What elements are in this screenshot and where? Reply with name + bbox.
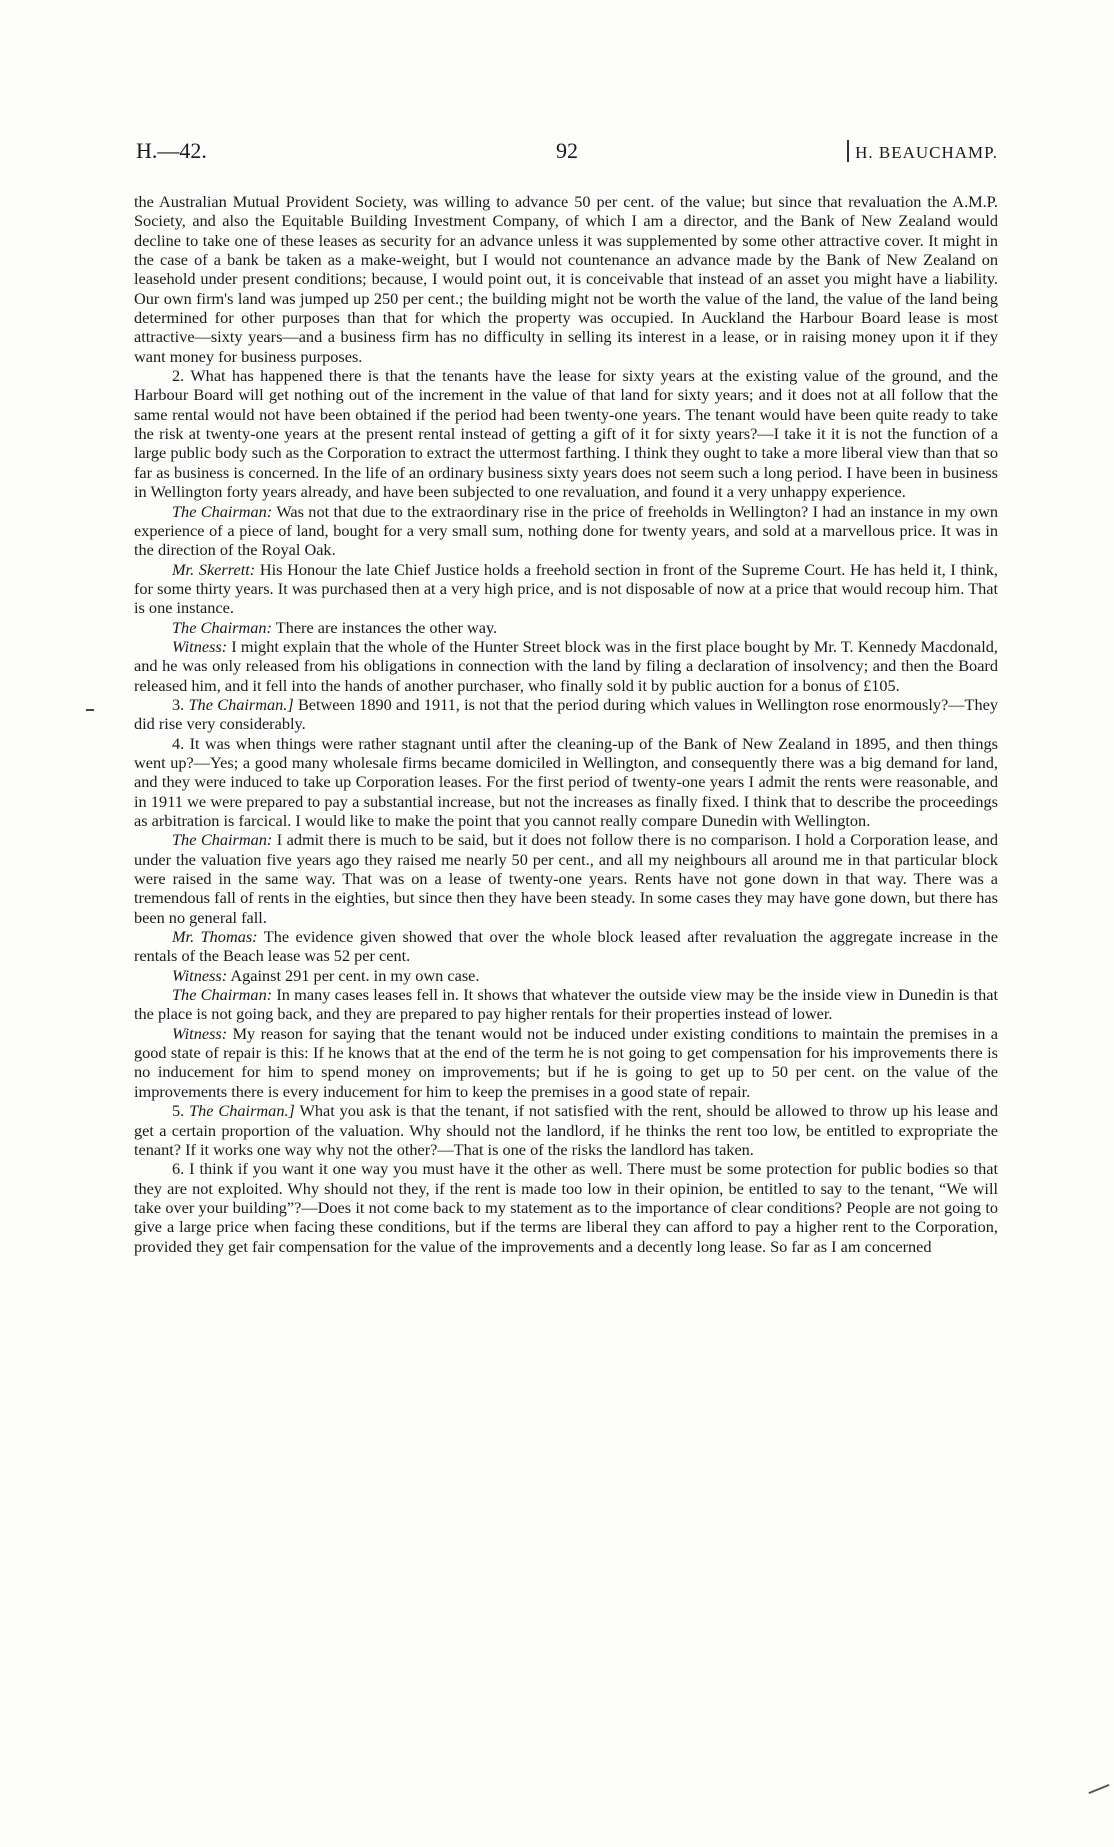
speaker: The Chairman:: [172, 501, 273, 521]
paragraph: [134, 637, 998, 695]
paragraph-text: Against 291 per cent. in my own case.: [227, 965, 480, 985]
speaker: Witness:: [172, 965, 228, 985]
speaker: Witness:: [172, 1023, 228, 1043]
paragraph: [134, 1024, 998, 1101]
paragraph: [134, 502, 998, 560]
paragraph: [134, 985, 998, 1024]
paragraph-text: 2. What has happened there is that the tenants have the lease for sixty years at the existing value of the ground, and the Harbour Board will get nothing out of the increment in the value of that land for sixty years; and it does not at all follow that the same rental would not have been obtained if the period had been twenty-one years. The tenant would have been quite ready to take the risk at twenty-one years at the present rental instead of getting a gift of it for sixty years?—I take it it is not the function of a large public body such as the Corporation to extract the uttermost farthing. I think they ought to take a more liberal view than that so far as business is concerned. In the life of an ordinary business sixty years does not seem such a long period. I have been in business in Wellington forty years already, and have been subjected to one revaluation, and found it a very unhappy experience.: [134, 366, 998, 502]
speaker: Mr. Skerrett:: [172, 559, 256, 579]
speaker: The Chairman:: [172, 985, 273, 1005]
paragraph-text: I might explain that the whole of the Hunter Street block was in the first place bought by Mr. T. Kennedy Macdonald, and he was only released from his obligations in connection with the land by filing a declaration of insolvency; and then the Board released him, and it fell into the hands of another purchaser, who finally sold it by public auction for a bonus of £105.: [134, 636, 998, 695]
speaker: The Chairman.]: [188, 694, 294, 714]
speaker: The Chairman.]: [189, 1101, 295, 1121]
question-number: 5.: [172, 1101, 190, 1121]
paragraph: [134, 560, 998, 618]
paragraph-text: His Honour the late Chief Justice holds a freehold section in front of the Supreme Court. He has held it, I think, for some thirty years. It was purchased then at a very high price, and is not disposable of now at a price that would recoup him. That is one instance.: [134, 559, 998, 618]
speaker: The Chairman:: [172, 617, 272, 637]
question-number: 3.: [172, 694, 189, 714]
paragraph: [134, 695, 998, 734]
paragraph-text: What you ask is that the tenant, if not satisfied with the rent, should be allowed to throw up his lease and get a certain proportion of the valuation. Why should not the landlord, if he thinks the rent too low, be entitled to expropriate the tenant? If it works one way why not the other?—That is one of the risks the landlord has taken.: [134, 1101, 999, 1159]
witness-name-text: H. BEAUCHAMP.: [855, 143, 998, 162]
paragraph-text: the Australian Mutual Provident Society, was willing to advance 50 per cent. of the value; but since that revaluation the A.M.P. Society, and also the Equitable Building Investment Company, of which I am a director, and the Bank of New Zealand would decline to take one of these leases as security for an advance unless it was supplemented by some other attractive cover. It might in the case of a bank be taken as a make-weight, but I would not countenance an advance made by the Bank of New Zealand on leasehold under present conditions; because, I would point out, it is conceivable that instead of an asset you might have a liability. Our own firm's land was jumped up 250 per cent.; the building might not be worth the value of the land, the value of the land being determined for other purposes than that for which the property was occupied. In Auckland the Harbour Board lease is most attractive—sixty years—and a business firm has no difficulty in selling its interest in a lease, or in raising money upon it if they want money for business purposes.: [134, 192, 998, 366]
paragraph-text: 4. It was when things were rather stagnant until after the cleaning-up of the Bank of New Zealand in 1895, and then things went up?—Yes; a good many wholesale firms became domiciled in Wellington, and consequently there was a big demand for land, and they were induced to take up Corporation leases. For the first period of twenty-one years I admit the rents were reasonable, and in 1911 we were prepared to pay a substantial increase, but not the increases as finally fixed. I think that to describe the proceedings as arbitration is farcical. I would like to make the point that you cannot really compare Dunedin with Wellington.: [134, 733, 998, 830]
paragraph: [134, 618, 998, 637]
paragraph-text: Was not that due to the extraordinary rise in the price of freeholds in Wellington? I had an instance in my own experience of a piece of land, bought for a very small sum, nothing done for twenty years, and sold at a marvellous price. It was in the direction of the Royal Oak.: [134, 501, 998, 560]
paragraph: [134, 192, 998, 366]
paragraph-text: The evidence given showed that over the whole block leased after revaluation the aggregate increase in the rentals of the Beach lease was 52 per cent.: [134, 927, 998, 966]
margin-slash-mark: [1088, 1784, 1109, 1794]
paragraph: [134, 734, 998, 831]
witness-name: [847, 140, 998, 163]
paragraph: [134, 1159, 998, 1256]
page-header: [136, 138, 998, 172]
paragraph: [134, 966, 998, 985]
speaker: The Chairman:: [172, 830, 273, 850]
speaker: Mr. Thomas:: [172, 927, 258, 947]
paragraph-text: My reason for saying that the tenant would not be induced under existing conditions to maintain the premises in a good state of repair is this: If he knows that at the end of the term he is not going to get compensation for his improvements there is no inducement for him to spend money on improvements; but if he is going to get up to 50 per cent. on the value of the improvements there is every inducement for him to keep the premises in a good state of repair.: [134, 1023, 998, 1101]
paragraph-text: 6. I think if you want it one way you must have it the other as well. There must be some protection for public bodies so that they are not exploited. Why should not they, if the rent is made too low in their opinion, be entitled to say to the tenant, “We will take over your building”?—Does it not come back to my statement as to the importance of clear conditions? People are not going to give a large price when facing these conditions, but if the terms are liberal they can afford to pay a higher rent to the Corporation, provided they get fair compensation for the value of the improvements and a decently long lease. So far as I am concerned: [134, 1159, 998, 1256]
margin-dash-mark: [86, 709, 94, 711]
page-number: 92: [556, 138, 578, 163]
paragraph: [134, 927, 998, 966]
paragraph: [134, 1101, 998, 1159]
paragraph: [134, 830, 998, 927]
bracket-mark: [847, 140, 849, 162]
document-body: [134, 192, 998, 1256]
paragraph-text: In many cases leases fell in. It shows that whatever the outside view may be the inside view in Dunedin is that the place is not going back, and they are prepared to pay higher rentals for their properties instead of lower.: [134, 985, 998, 1024]
paragraph: [134, 366, 998, 501]
speaker: Witness:: [172, 636, 228, 656]
paragraph-text: Between 1890 and 1911, is not that the period during which values in Wellington rose enormously?—They did rise very considerably.: [134, 694, 998, 734]
paragraph-text: I admit there is much to be said, but it does not follow there is no comparison. I hold a Corporation lease, and under the valuation five years ago they raised me nearly 50 per cent., and all my neighbours all around me in that particular block were raised in the same way. That was on a lease of twenty-one years. Rents have not gone down in that way. There was a tremendous fall of rents in the eighties, but since then they have been steady. In some cases they may have gone down, but there has been no general fall.: [134, 830, 998, 927]
paragraph-text: There are instances the other way.: [271, 617, 498, 637]
paper-reference: H.—42.: [136, 138, 207, 163]
